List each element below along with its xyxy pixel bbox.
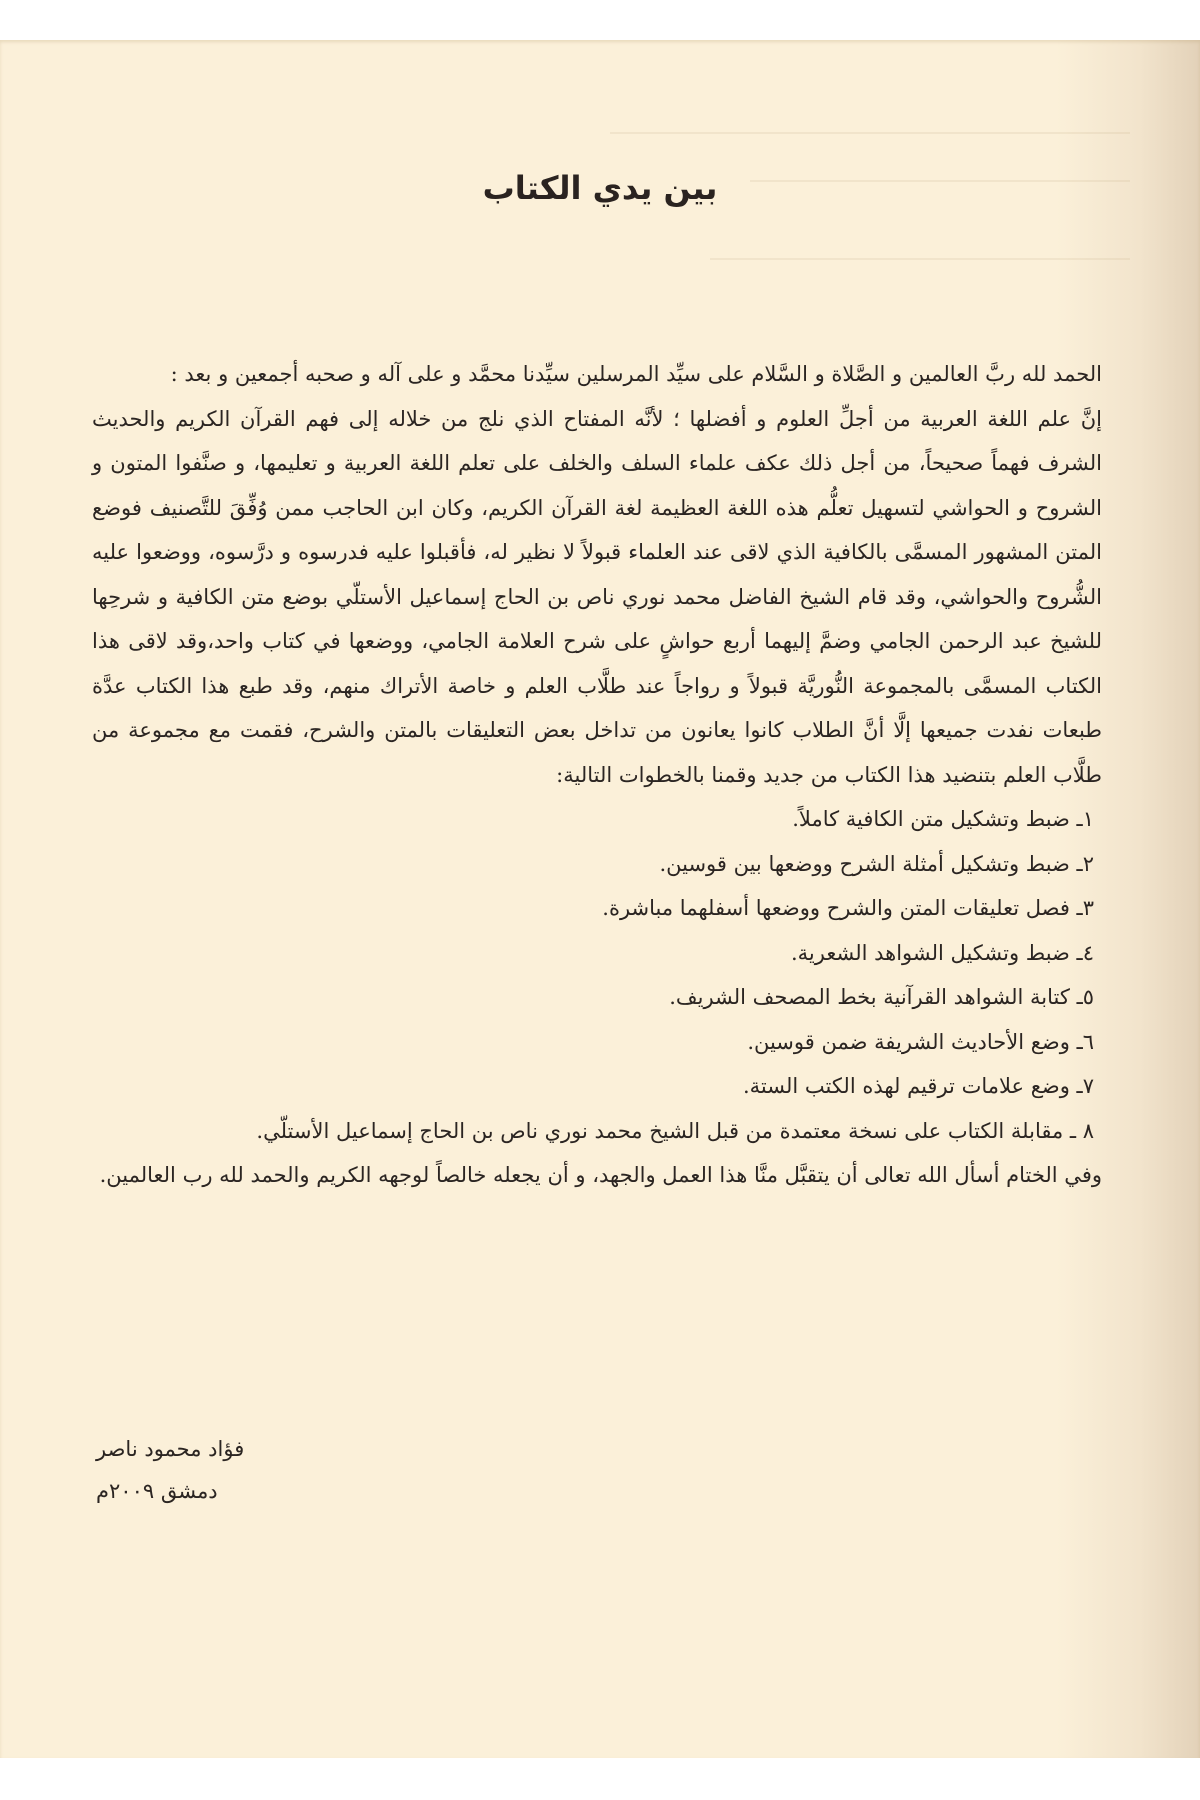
step-item: ٨ ـ مقابلة الكتاب على نسخة معتمدة من قبل الشيخ محمد نوري ناص بن الحاج إسماعيل الأستلّي. [256,1118,1094,1143]
signature-block [96,1428,396,1512]
step-item: ١ـ ضبط وتشكيل متن الكافية كاملاً. [792,807,1094,831]
step-item: ٦ـ وضع الأحاديث الشريفة ضمن قوسين. [747,1029,1094,1054]
closing-paragraph: وفي الختام أسأل الله تعالى أن يتقبَّل منَّا هذا العمل والجهد، و أن يجعله خالصاً لوجهه الكريم والحمد لله رب العالمين. [99,1163,1102,1187]
opening-paragraph: الحمد لله ربَّ العالمين و الصَّلاة و السَّلام على سيِّد المرسلين سيِّدنا محمَّد و على آله و صحبه أجمعين و بعد : [170,362,1102,386]
main-paragraph: إنَّ علم اللغة العربية من أجلِّ العلوم و أفضلها ؛ لأنَّه المفتاح الذي نلج من خلاله إلى فهم القرآن الكريم والحديث الشرف فهماً صحيحاً، من أجل ذلك عكف علماء السلف والخلف على تعلم اللغة العربية و تعليمها، و صنَّفوا المتون و الشروح و الحواشي لتسهيل تعلُّم هذه اللغة العظيمة لغة القرآن الكريم، وكان ابن الحاجب ممن وُفِّقَ للتَّصنيف فوضع المتن المشهور المسمَّى بالكافية الذي لاقى عند العلماء قبولاً لا نظير له، فأقبلوا عليه فدرسوه و درَّسوه، ووضعوا عليه الشُّروح والحواشي، وقد قام الشيخ الفاضل محمد نوري ناص بن الحاج إسماعيل الأستلّي بوضع متن الكافية و شرحِها للشيخ عبد الرحمن الجامي وضمَّ إليهما أربع حواشٍ على شرح العلامة الجامي، ووضعها في كتاب واحد،وقد لاقى هذا الكتاب المسمَّى بالمجموعة النُّوريَّة قبولاً و رواجاً عند طلَّاب العلم و خاصة الأتراك منهم، وقد طبع هذا الكتاب عدَّة طبعات نفدت جميعها إلَّا أنَّ الطلاب كانوا يعانون من تداخل بعض التعليقات بالمتن والشرح، فقمت مع مجموعة من طلَّاب العلم بتنضيد هذا الكتاب من جديد وقمنا بالخطوات التالية: [92,406,1102,787]
introduction-body [92,352,1102,1198]
steps-list [92,797,1102,1153]
step-item: ٣ـ فصل تعليقات المتن والشرح ووضعها أسفلهما مباشرة. [602,896,1094,920]
step-item: ٧ـ وضع علامات ترقيم لهذه الكتب الستة. [742,1074,1094,1098]
show-through-line [610,132,1130,134]
show-through-line [710,258,1130,260]
place-date: دمشق ٢٠٠٩م [96,1479,218,1503]
step-item: ٥ـ كتابة الشواهد القرآنية بخط المصحف الشريف. [669,985,1094,1009]
step-item: ٤ـ ضبط وتشكيل الشواهد الشعرية. [790,940,1094,965]
author-name: فؤاد محمود ناصر [96,1437,245,1461]
step-item: ٢ـ ضبط وتشكيل أمثلة الشرح ووضعها بين قوسين. [659,851,1094,876]
page-title: بين يدي الكتاب [482,169,718,208]
